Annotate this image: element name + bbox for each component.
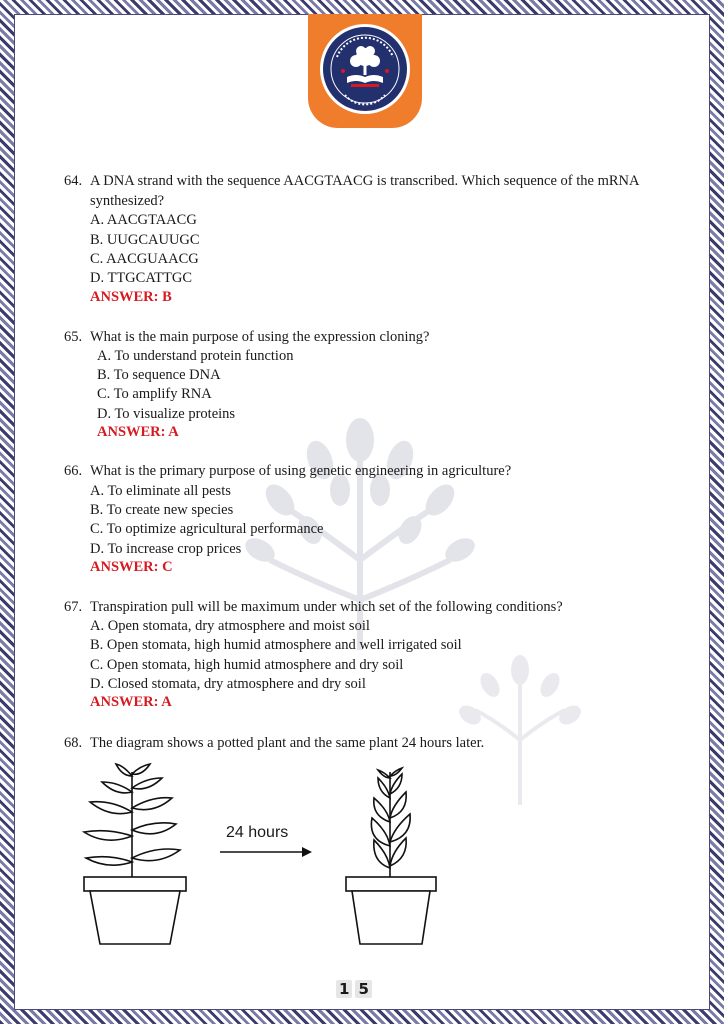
institution-logo [320,24,410,114]
option-c: C. AACGUAACG [90,251,199,267]
option-b: B. Open stomata, high humid atmosphere and well irrigated soil [90,637,462,653]
option-d: D. To visualize proteins [97,406,236,422]
right-arrow-icon [218,845,314,859]
option-a: A. Open stomata, dry atmosphere and moist soil [90,618,370,634]
question-stem: The diagram shows a potted plant and the same plant 24 hours later. [90,735,485,751]
option-d: D. TTGCATTGC [90,270,193,286]
healthy-plant-diagram [80,762,190,952]
question-68 [64,734,664,754]
question-stem-continued: synthesized? [90,193,165,209]
option-d: D. Closed stomata, dry atmosphere and dry soil [90,676,366,692]
small-tree-watermark-icon [440,640,600,810]
arrow-label: 24 hours [226,824,289,841]
question-67 [64,598,664,618]
option-d: D. To increase crop prices [90,541,242,557]
option-b: B. To create new species [90,502,234,518]
answer-label: ANSWER: C [90,559,173,575]
question-stem: Transpiration pull will be maximum under which set of the following conditions? [90,599,563,615]
option-a: A. AACGTAACG [90,212,197,228]
question-65 [64,328,664,348]
option-c: C. To amplify RNA [97,386,212,402]
question-stem: A DNA strand with the sequence AACGTAACG is transcribed. Which sequence of the mRNA [90,173,640,189]
page-number [336,980,375,998]
question-66 [64,462,664,482]
question-number: 67. [64,599,83,615]
question-number: 66. [64,463,83,479]
question-number: 65. [64,329,83,345]
question-64 [64,172,664,212]
question-number: 64. [64,173,83,189]
answer-label: ANSWER: B [90,289,172,305]
page-number-digit: 1 [336,980,352,998]
option-c: C. To optimize agricultural performance [90,521,324,537]
option-c: C. Open stomata, high humid atmosphere and dry soil [90,657,404,673]
logo-tab [308,14,422,128]
tree-book-logo-icon [323,27,407,111]
option-a: A. To eliminate all pests [90,483,231,499]
option-a: A. To understand protein function [97,348,294,364]
wilted-plant-diagram [342,762,442,952]
answer-label: ANSWER: A [97,424,179,440]
question-number: 68. [64,735,83,751]
question-stem: What is the primary purpose of using genetic engineering in agriculture? [90,463,512,479]
answer-label: ANSWER: A [90,694,172,710]
question-stem: What is the main purpose of using the expression cloning? [90,329,430,345]
option-b: B. To sequence DNA [97,367,221,383]
page-number-digit: 5 [355,980,371,998]
option-b: B. UUGCAUUGC [90,232,200,248]
